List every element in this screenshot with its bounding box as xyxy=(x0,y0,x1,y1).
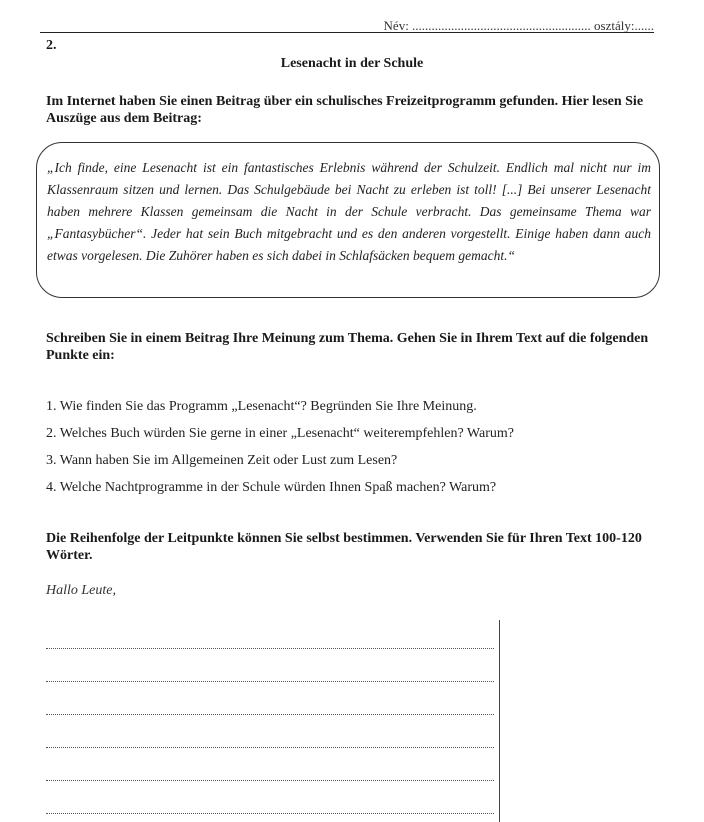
task-closing-instruction: Die Reihenfolge der Leitpunkte können Sie selbst bestimmen. Verwenden Sie für Ihren Text 100-120 Wörter. xyxy=(46,531,642,563)
writing-line[interactable] xyxy=(46,714,494,715)
guiding-point-4: 4. Welche Nachtprogramme in der Schule würden Ihnen Spaß machen? Warum? xyxy=(46,480,497,495)
task-title: Lesenacht in der Schule xyxy=(280,56,424,71)
guiding-points-list xyxy=(46,398,656,506)
margin-rule xyxy=(499,620,500,822)
name-class-field[interactable]: Név: ....................................................... osztály:...... xyxy=(383,18,654,33)
writing-line[interactable] xyxy=(46,780,494,781)
writing-line[interactable] xyxy=(46,648,494,649)
quote-text: „Ich finde, eine Lesenacht ist ein fantastisches Erlebnis während der Schulzeit. Endlich mal nicht nur im Klassenraum sitzen und lernen. Das Schulgebäude bei Nacht zu erleben ist toll! [...] Bei unserer Lesenacht haben mehrere Klassen gemeinsam die Nacht in der Schule verbracht. Das gemeinsame Thema war „Fantasybücher“. Jeder hat sein Buch mitgebracht und es den anderen vorgestellt. Einige haben dann auch etwas vorgelesen. Die Zuhörer haben es sich dabei in Schlafsäcken bequem gemacht.“ xyxy=(47,160,651,263)
writing-line[interactable] xyxy=(46,747,494,748)
guiding-point-3: 3. Wann haben Sie im Allgemeinen Zeit oder Lust zum Lesen? xyxy=(46,453,398,468)
writing-line[interactable] xyxy=(46,681,494,682)
writing-line[interactable] xyxy=(46,813,494,814)
guiding-point-1: 1. Wie finden Sie das Programm „Lesenacht“? Begründen Sie Ihre Meinung. xyxy=(46,399,477,414)
writing-area[interactable] xyxy=(46,620,500,822)
header-divider xyxy=(40,32,654,33)
letter-greeting: Hallo Leute, xyxy=(46,583,116,598)
task-intro: Im Internet haben Sie einen Beitrag über ein schulisches Freizeitprogramm gefunden. Hier lesen Sie Auszüge aus dem Beitrag: xyxy=(46,94,644,126)
guiding-point-2: 2. Welches Buch würden Sie gerne in einer „Lesenacht“ weiterempfehlen? Warum? xyxy=(46,426,514,441)
quote-box xyxy=(36,142,660,298)
task-instruction: Schreiben Sie in einem Beitrag Ihre Meinung zum Thema. Gehen Sie in Ihrem Text auf die folgenden Punkte ein: xyxy=(46,331,649,363)
task-number: 2. xyxy=(46,38,57,53)
